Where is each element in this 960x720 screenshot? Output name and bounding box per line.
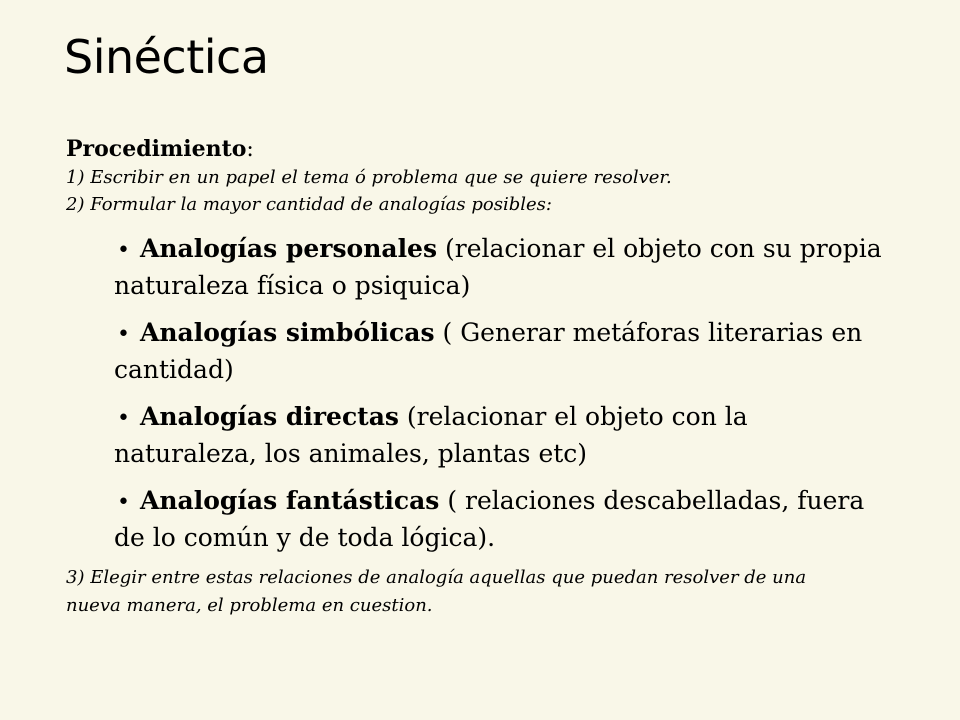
bullet-dot: •: [117, 238, 130, 263]
step-1: 1) Escribir en un papel el tema ó problema que se quiere resolver.: [66, 167, 672, 188]
slide-title: Sinéctica: [64, 30, 269, 84]
step-2: 2) Formular la mayor cantidad de analogías posibles:: [66, 194, 552, 215]
step-3: 3) Elegir entre estas relaciones de analogía aquellas que puedan resolver de una nueva manera, el problema en cuestion.: [66, 567, 807, 616]
bullet-dot: •: [117, 406, 130, 431]
analogy-item-personales: [114, 231, 894, 303]
bullet-dot: •: [117, 490, 130, 515]
analogy-term: Analogías fantásticas: [139, 486, 440, 515]
analogy-description: (relacionar el objeto con la naturaleza, los animales, plantas etc): [114, 402, 748, 468]
procedure-heading-label: Procedimiento: [66, 136, 247, 162]
procedure-heading: [66, 135, 906, 164]
analogy-term: Analogías simbólicas: [139, 318, 435, 347]
procedure-heading-colon: :: [246, 137, 254, 162]
analogy-term: Analogías personales: [139, 234, 438, 263]
analogy-description: ( relaciones descabelladas, fuera de lo común y de toda lógica).: [114, 486, 865, 552]
analogy-description: (relacionar el objeto con su propia naturaleza física o psiquica): [114, 234, 882, 300]
analogy-item-directas: [114, 399, 894, 471]
slide-body: [66, 135, 906, 620]
bullet-dot: •: [117, 322, 130, 347]
analogy-description: ( Generar metáforas literarias en cantidad): [114, 318, 863, 384]
analogy-item-simbolicas: [114, 315, 894, 387]
analogy-item-fantasticas: [114, 483, 894, 555]
analogy-term: Analogías directas: [139, 402, 399, 431]
analogy-list: [66, 231, 894, 555]
